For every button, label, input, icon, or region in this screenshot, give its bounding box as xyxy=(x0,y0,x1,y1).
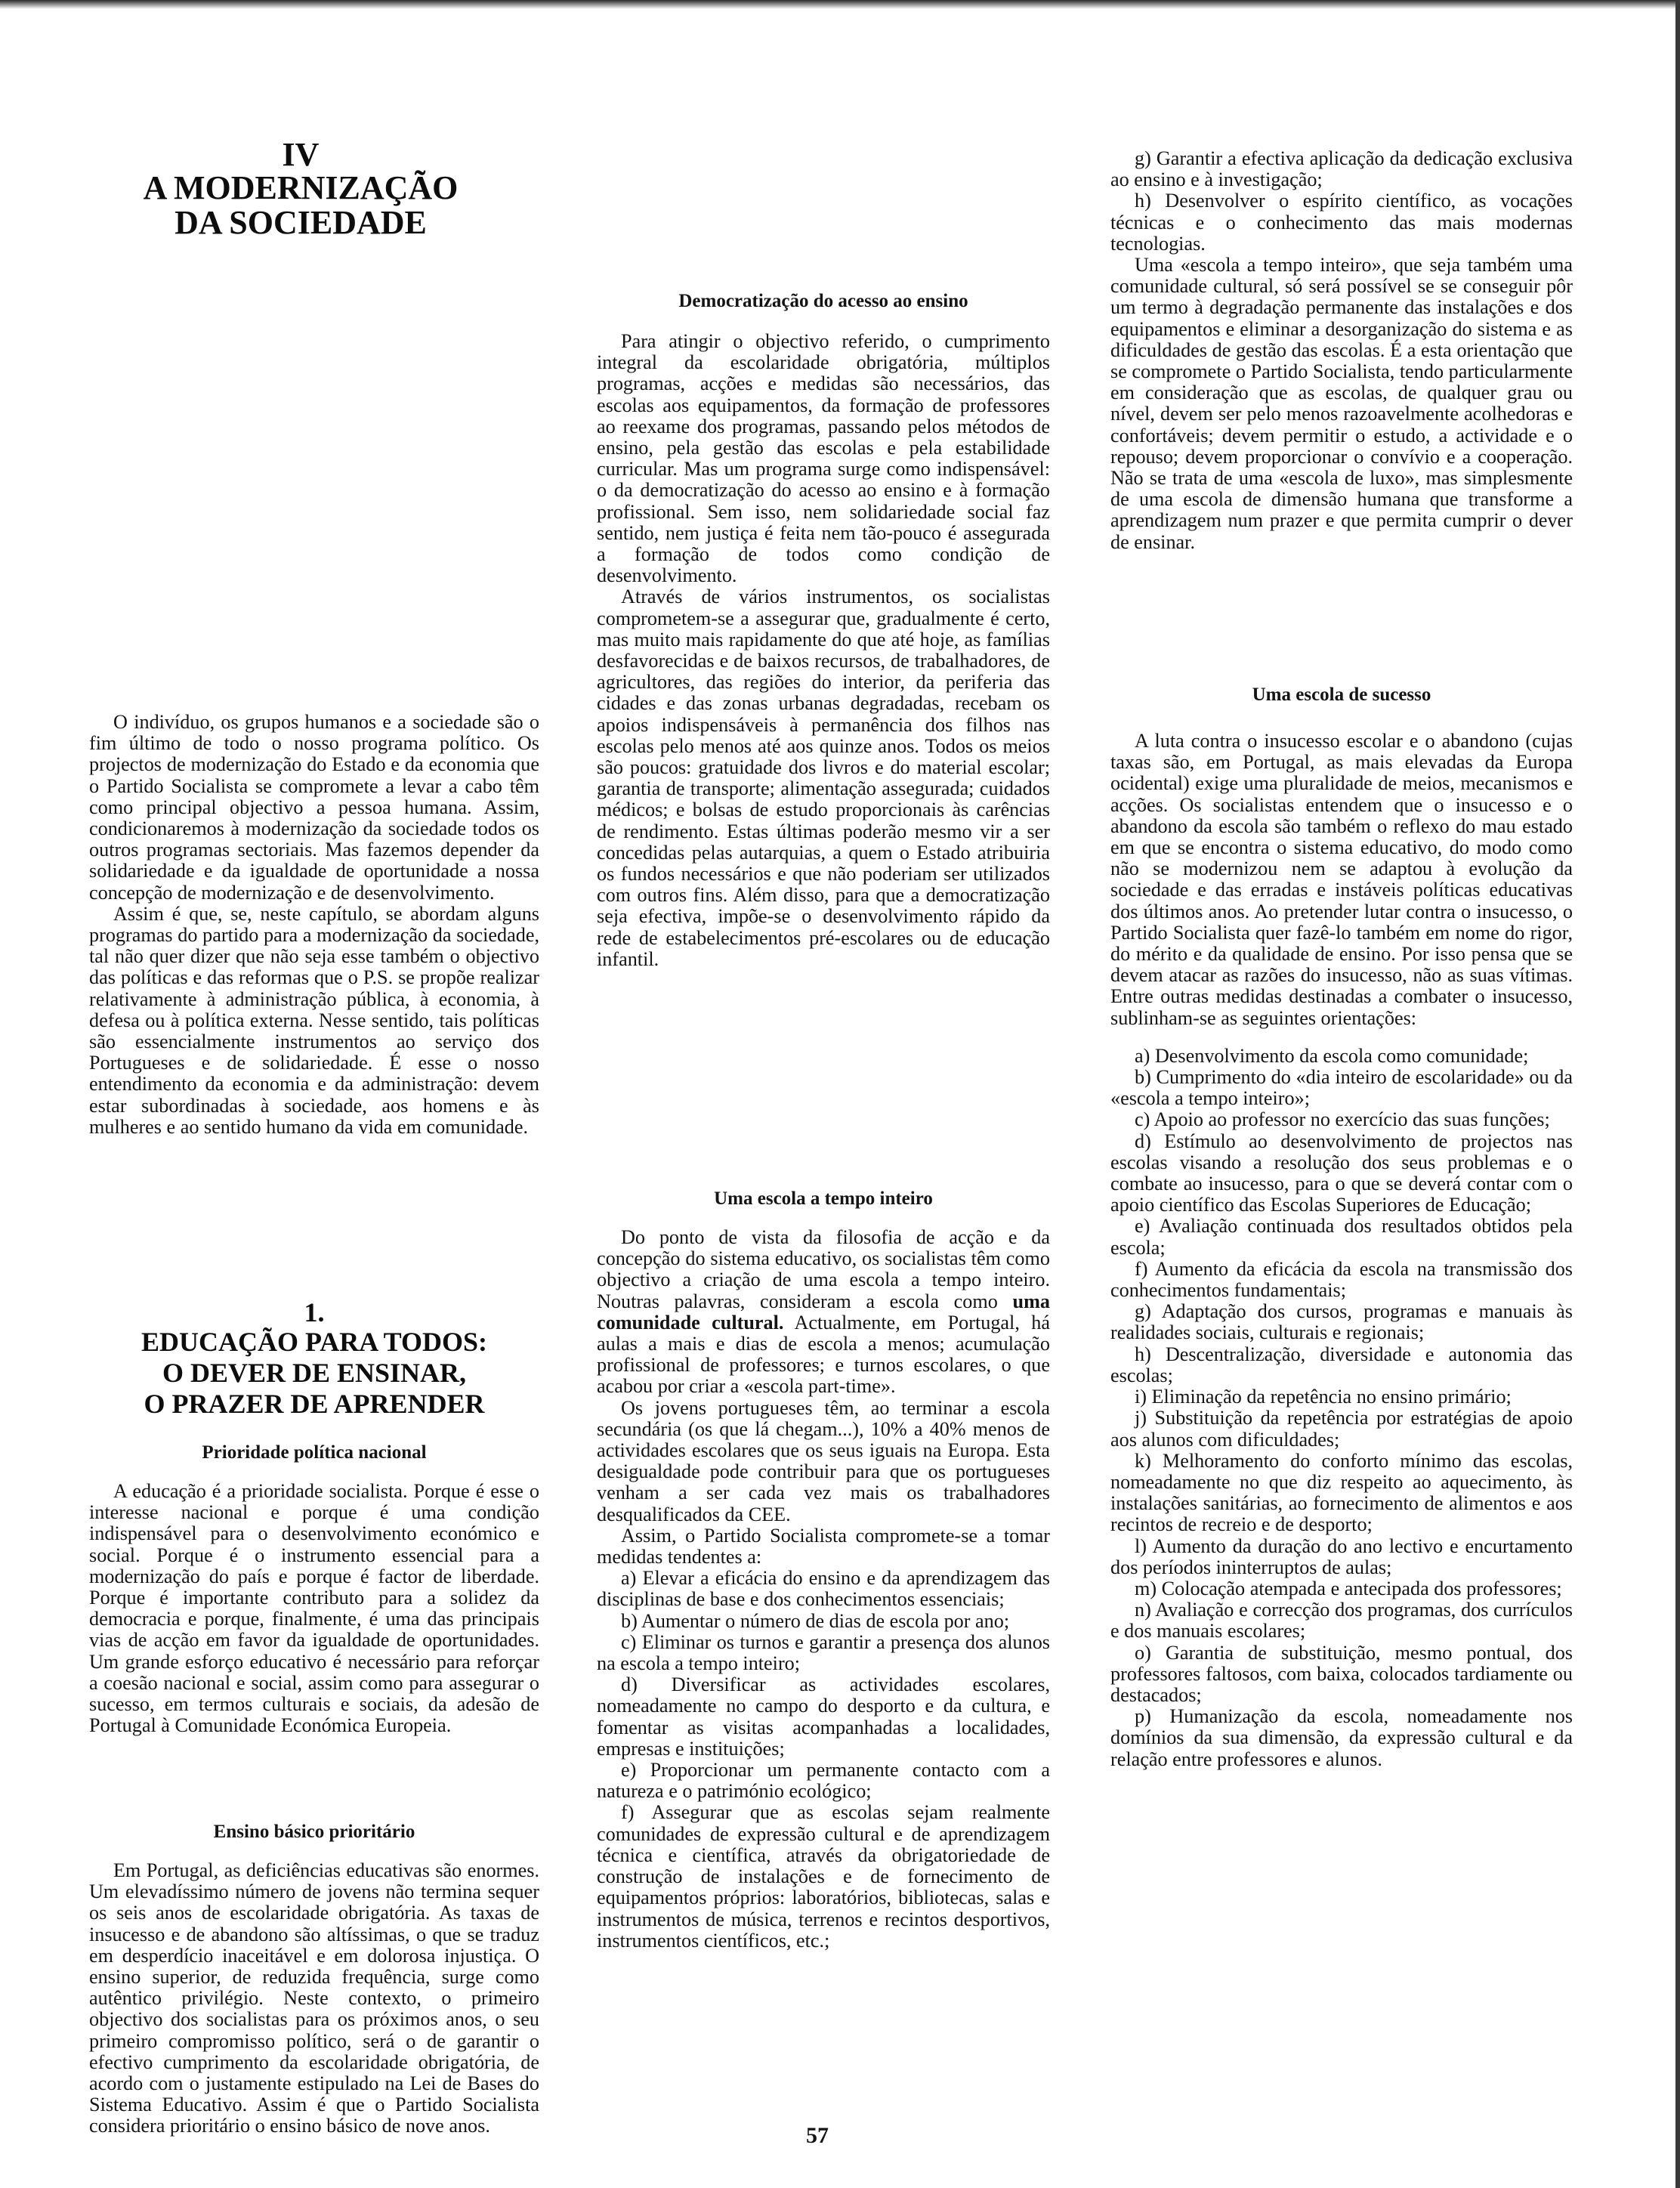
list-item: k) Melhoramento do conforto mínimo das escolas, nomeadamente no que diz respeito ao aquecimento, às instalações sanitárias, ao fornecimento de alimentos e aos recintos de recreio e de desporto; xyxy=(1110,1449,1573,1536)
subheading-prioridade: Prioridade política nacional xyxy=(202,1442,427,1463)
list-item: n) Avaliação e correcção dos programas, dos currículos e dos manuais escolares; xyxy=(1110,1599,1573,1643)
list-item: c) Eliminar os turnos e garantir a presença dos alunos na escola a tempo inteiro; xyxy=(597,1630,1050,1675)
list-item: f) Assegurar que as escolas sejam realmente comunidades de expressão cultural e de aprendizagem técnica e científica, através da obrigatoriedade de construção de instalações e de fornecimento de equipamentos próprios: laboratórios, bibliotecas, salas e instrumentos de música, terrenos e recintos desportivos, instrumentos científicos, etc.; xyxy=(597,1801,1050,1952)
measures-list xyxy=(597,1568,1050,1952)
tempo-inteiro-paragraph: Os jovens portugueses têm, ao terminar a escola secundária (os que lá chegam...), 10% a 40% menos de actividades escolares que os seus iguais na Europa. Esta desigualdade pode contribuir para que os portugueses venham a ser cada vez mais os trabalhadores desqualificados da CEE. xyxy=(597,1396,1050,1525)
democratizacao-paragraph: Através de vários instrumentos, os socialistas comprometem-se a assegurar que, gradualmente é certo, mas muito mais rapidamente do que até hoje, as famílias desfavorecidas e de baixos recursos, de trabalhadores, de agricultores, das regiões do interior, da periferia das cidades e das zonas urbanas degradadas, recebam os apoios indispensáveis à permanência dos filhos nas escolas pelo menos até aos quinze anos. Todos os meios são poucos: gratuidade dos livros e do material escolar; garantia de transporte; alimentação assegurada; cuidados médicos; e bolsas de estudo proporcionais às carências de rendimento. Estas últimas poderão mesmo vir a ser concedidas pelas autarquias, a quem o Estado atribuiria os fundos necessários e que não poderiam ser utilizados com outros fins. Além disso, para que a democratização seja efectiva, impõe-se o desenvolvimento rápido da rede de estabelecimentos pré-escolares ou de educação infantil. xyxy=(597,586,1050,970)
tempo-inteiro-closing: Uma «escola a tempo inteiro», que seja também uma comunidade cultural, só será possível se se conseguir pôr um termo à degradação permanente das instalações e dos equipamentos e eliminar a desorganização do sistema e as dificuldades de gestão das escolas. É a esta orientação que se compromete o Partido Socialista, tendo particularmente em consideração que as escolas, de qualquer grau ou nível, devem ser pelo menos razoavelmente acolhedoras e confortáveis; devem permitir o estudo, a actividade e o repouso; devem proporcionar o convívio e a cooperação. Não se trata de uma «escola de luxo», mas simplesmente de uma escola de dimensão humana que transforme a aprendizagem num prazer e que permita cumprir o dever de ensinar. xyxy=(1110,254,1573,553)
list-item: o) Garantia de substituição, mesmo pontual, dos professores faltosos, com baixa, colocados tardiamente ou destacados; xyxy=(1110,1641,1573,1706)
prioridade-block xyxy=(89,1442,539,1736)
tempo-inteiro-continued xyxy=(1110,148,1573,553)
list-item: p) Humanização da escola, nomeadamente nos domínios da sua dimensão, da expressão cultural e da relação entre professores e alunos. xyxy=(1110,1705,1573,1770)
democratizacao-paragraph: Para atingir o objectivo referido, o cumprimento integral da escolaridade obrigatória, múltiplos programas, acções e medidas são necessários, das escolas aos equipamentos, da formação de professores ao reexame dos programas, passando pelos métodos de ensino, pela gestão das escolas e pela estabilidade curricular. Mas um programa surge como indispensável: o da democratização do acesso ao ensino e à formação profissional. Sem isso, nem solidariedade social faz sentido, nem justiça é feita nem tão-pouco é assegurada a formação de todos como condição de desenvolvimento. xyxy=(597,330,1050,587)
list-item: g) Garantir a efectiva aplicação da dedicação exclusiva ao ensino e à investigação; xyxy=(1110,147,1573,191)
intro-paragraph: O indivíduo, os grupos humanos e a sociedade são o fim último de todo o nosso programa político. Os projectos de modernização do Estado e da economia que o Partido Socialista se compromete a levar a cabo têm como principal objectivo a pessoa humana. Assim, condicionaremos à modernização da sociedade todos os outros programas sectoriais. Mas fazemos depender da solidariedade e da igualdade de oportunidade a nossa concepção de modernização e de desenvolvimento. xyxy=(89,711,539,904)
subheading-tempo-inteiro: Uma escola a tempo inteiro xyxy=(714,1188,933,1209)
list-item: b) Aumentar o número de dias de escola por ano; xyxy=(621,1609,1010,1632)
intro-paragraph: Assim é que, se, neste capítulo, se abordam alguns programas do partido para a modernização da sociedade, tal não quer dizer que não seja esse também o objectivo das políticas e das reformas que o P.S. se propõe realizar relativamente à administração pública, à economia, à defesa ou à política externa. Nesse sentido, tais políticas são essencialmente instrumentos ao serviço dos Portugueses e de solidariedade. É esse o nosso entendimento da economia e da administração: devem estar subordinadas à sociedade, aos homens e às mulheres e ao sentido humano da vida em comunidade. xyxy=(89,902,539,1138)
orientations-list xyxy=(1110,1046,1573,1770)
chapter-number: IV xyxy=(282,136,320,173)
list-item: l) Aumento da duração do ano lectivo e encurtamento dos períodos ininterruptos de aulas; xyxy=(1110,1534,1573,1578)
intro-text xyxy=(89,712,539,1138)
list-item: d) Estímulo ao desenvolvimento de projectos nas escolas visando a resolução dos seus problemas e o combate ao insucesso, para o que se deverá contar com o apoio científico das Escolas Superiores de Educação; xyxy=(1110,1130,1573,1216)
list-item: g) Adaptação dos cursos, programas e manuais às realidades sociais, culturais e regionais; xyxy=(1110,1300,1573,1344)
list-item: a) Elevar a eficácia do ensino e da aprendizagem das disciplinas de base e dos conhecimentos essenciais; xyxy=(597,1567,1050,1611)
section-title: EDUCAÇÃO PARA TODOS: O DEVER DE ENSINAR, O PRAZER DE APRENDER xyxy=(141,1327,488,1419)
list-item: h) Desenvolver o espírito científico, as vocações técnicas e o conhecimento das mais modernas tecnologias. xyxy=(1110,190,1573,255)
chapter-title: A MODERNIZAÇÃO DA SOCIEDADE xyxy=(143,169,459,241)
tempo-inteiro-text: Do ponto de vista da filosofia de acção e da concepção do sistema educativo, os socialistas têm como objectivo a criação de uma escola a tempo inteiro. Noutras palavras, consideram a escola como xyxy=(597,1226,1050,1312)
tempo-inteiro-block xyxy=(597,1188,1050,1952)
section-heading xyxy=(89,1298,539,1420)
sucesso-paragraph: A luta contra o insucesso escolar e o abandono (cujas taxas são, em Portugal, as mais elevadas da Europa ocidental) exige uma pluralidade de meios, mecanismos e acções. Os socialistas entendem que o insucesso e o abandono da escola são também o reflexo do mau estado em que se encontra o sistema educativo, do modo como não se modernizou nem se adaptou à evolução da sociedade e das erradas e instáveis políticas educativas dos últimos anos. Ao pretender lutar contra o insucesso, o Partido Socialista quer fazê-lo também em nome do rigor, do mérito e da qualidade de ensino. Por isso pensa que se devem atacar as razões do insucesso, não as suas vítimas. Entre outras medidas destinadas a combater o insucesso, sublinham-se as seguintes orientações: xyxy=(1110,730,1573,1029)
list-item: a) Desenvolvimento da escola como comunidade; xyxy=(1135,1044,1529,1067)
prioridade-paragraph: A educação é a prioridade socialista. Porque é esse o interesse nacional e porque é uma condição indispensável para o desenvolvimento económico e social. Porque é o instrumento essencial para a modernização do país e porque é factor de liberdade. Porque é importante contributo para a solidez da democracia e porque, finalmente, é uma das principais vias de acção em favor da igualdade de oportunidades. Um grande esforço educativo é necessário para reforçar a coesão nacional e social, assim como para assegurar o sucesso, em termos culturais e sociais, da adesão de Portugal à Comunidade Económica Europeia. xyxy=(89,1480,539,1737)
list-item: d) Diversificar as actividades escolares, nomeadamente no campo do desporto e da cultura, e fomentar as visitas acompanhadas a localidades, empresas e instituições; xyxy=(597,1673,1050,1760)
scan-edge-top xyxy=(0,0,1680,9)
list-item: j) Substituição da repetência por estratégias de apoio aos alunos com dificuldades; xyxy=(1110,1407,1573,1451)
page-number: 57 xyxy=(806,2123,829,2148)
list-item: m) Colocação atempada e antecipada dos professores; xyxy=(1135,1577,1562,1599)
ensino-basico-paragraph: Em Portugal, as deficiências educativas são enormes. Um elevadíssimo número de jovens não termina sequer os seis anos de escolaridade obrigatória. As taxas de insucesso e de abandono são altíssimas, o que se traduz em desperdício inaceitável e em dolorosa injustiça. O ensino superior, de reduzida frequência, surge como autêntico privilégio. Neste contexto, o primeiro objectivo dos socialistas para os próximos anos, o seu primeiro compromisso político, será o de garantir o efectivo cumprimento da escolaridade obrigatória, de acordo com o justamente estipulado na Lei de Bases do Sistema Educativo. Assim é que o Partido Socialista considera prioritário o ensino básico de nove anos. xyxy=(89,1859,539,2137)
measures-list-continued xyxy=(1110,148,1573,255)
tempo-inteiro-paragraph xyxy=(597,1227,1050,1398)
democratizacao-block xyxy=(597,290,1050,970)
list-item: f) Aumento da eficácia da escola na transmissão dos conhecimentos fundamentais; xyxy=(1110,1257,1573,1302)
list-item: b) Cumprimento do «dia inteiro de escolaridade» ou da «escola a tempo inteiro»; xyxy=(1110,1066,1573,1110)
list-item: h) Descentralização, diversidade e autonomia das escolas; xyxy=(1110,1343,1573,1386)
sucesso-block xyxy=(1110,684,1573,1770)
ensino-basico-block xyxy=(89,1821,539,2137)
list-item: i) Eliminação da repetência no ensino primário; xyxy=(1135,1386,1512,1408)
section-number: 1. xyxy=(304,1297,325,1327)
list-item: c) Apoio ao professor no exercício das suas funções; xyxy=(1135,1108,1550,1131)
scan-edge-right xyxy=(1675,0,1680,2188)
subheading-democratizacao: Democratização do acesso ao ensino xyxy=(678,291,968,311)
tempo-inteiro-bold: uma comunidade cultural. xyxy=(597,1290,1050,1334)
tempo-inteiro-text: Actualmente, em Portugal, há aulas a mais e dias de escola a menos; acumulação profissional de professores; e turnos escolares, o que acabou por criar a «escola part-time». xyxy=(597,1311,1050,1398)
list-item: e) Avaliação continuada dos resultados obtidos pela escola; xyxy=(1110,1215,1573,1259)
tempo-inteiro-paragraph: Assim, o Partido Socialista compromete-se a tomar medidas tendentes a: xyxy=(597,1524,1050,1568)
list-item: e) Proporcionar um permanente contacto com a natureza e o património ecológico; xyxy=(597,1759,1050,1803)
subheading-sucesso: Uma escola de sucesso xyxy=(1252,685,1431,705)
subheading-ensino-basico: Ensino básico prioritário xyxy=(213,1822,415,1842)
